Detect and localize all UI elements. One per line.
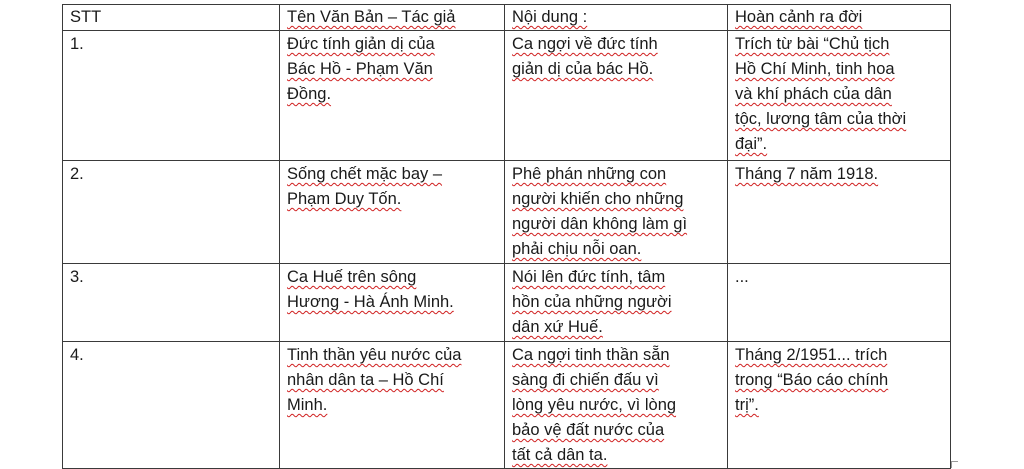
cell-title: Sống chết mặc bay – Phạm Duy Tốn. — [280, 161, 505, 264]
table-row — [63, 264, 951, 342]
header-context: Hoàn cảnh ra đời — [728, 5, 951, 31]
cell-context: Trích từ bài “Chủ tịch Hồ Chí Minh, tinh hoa và khí phách của dân tộc, lương tâm của thời đại”. — [728, 31, 951, 161]
table-row — [63, 31, 951, 161]
literature-summary-table — [62, 4, 951, 469]
cell-content: Nói lên đức tính, tâm hồn của những người dân xứ Huế. — [505, 264, 728, 342]
cell-stt: 1. — [63, 31, 280, 161]
header-title-author: Tên Văn Bản – Tác giả — [280, 5, 505, 31]
cell-context: ... — [728, 264, 951, 342]
cell-title: Đức tính giản dị của Bác Hồ - Phạm Văn Đồng. — [280, 31, 505, 161]
cell-content: Ca ngợi tinh thần sẵn sàng đi chiến đấu vì lòng yêu nước, vì lòng bảo vệ đất nước của tất cả dân ta. — [505, 342, 728, 469]
cell-content: Ca ngợi về đức tính giản dị của bác Hồ. — [505, 31, 728, 161]
cell-context: Tháng 2/1951... trích trong “Báo cáo chính trị”. — [728, 342, 951, 469]
cell-content: Phê phán những con người khiến cho những người dân không làm gì phải chịu nỗi oan. — [505, 161, 728, 264]
cell-context: Tháng 7 năm 1918. — [728, 161, 951, 264]
cell-title: Ca Huế trên sông Hương - Hà Ánh Minh. — [280, 264, 505, 342]
table-row — [63, 342, 951, 469]
table-row — [63, 161, 951, 264]
cell-title: Tinh thần yêu nước của nhân dân ta – Hồ Chí Minh. — [280, 342, 505, 469]
table-header-row — [63, 5, 951, 31]
header-content: Nội dung : — [505, 5, 728, 31]
cell-stt: 3. — [63, 264, 280, 342]
cell-stt: 4. — [63, 342, 280, 469]
header-stt: STT — [63, 5, 280, 31]
cell-stt: 2. — [63, 161, 280, 264]
page-corner-mark — [951, 461, 958, 468]
